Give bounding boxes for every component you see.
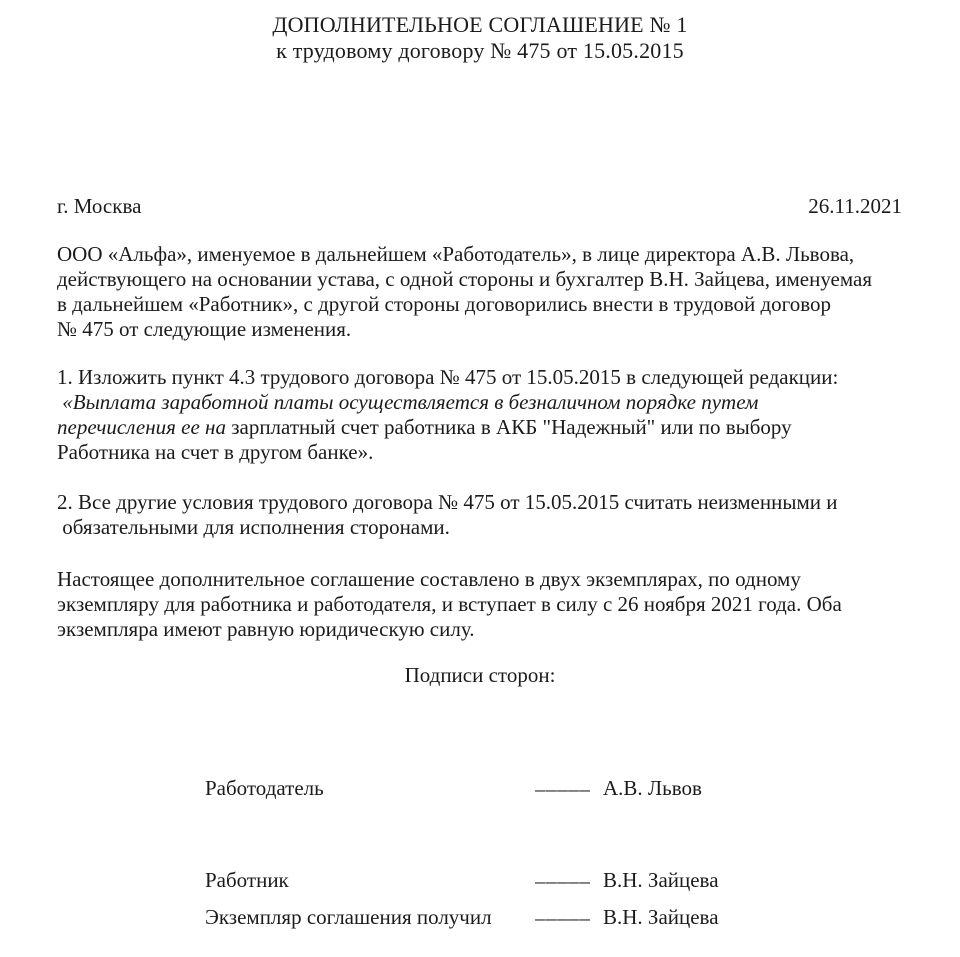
text-line: 1. Изложить пункт 4.3 трудового договора № 475 от 15.05.2015 в следующей редакции:	[57, 365, 839, 389]
document-title-block	[0, 12, 960, 64]
signature-name: В.Н. Зайцева	[603, 905, 719, 929]
signature-row-employer	[0, 770, 960, 801]
clause-1-paragraph	[57, 365, 907, 465]
signature-blank-line: _____	[535, 770, 591, 794]
text-line: № 475 от следующие изменения.	[57, 317, 352, 341]
text-line: 2. Все другие условия трудового договора № 475 от 15.05.2015 считать неизменными и	[57, 490, 838, 514]
signature-row-employee	[0, 862, 960, 893]
signature-role-label: Работник	[205, 868, 289, 892]
signature-name: А.В. Львов	[603, 776, 702, 800]
date-label: 26.11.2021	[808, 194, 902, 218]
text-line: Настоящее дополнительное соглашение составлено в двух экземплярах, по одному	[57, 567, 801, 591]
quoted-text-line: «Выплата заработной платы осуществляется в безналичном порядке путем	[57, 390, 759, 414]
text-line: Работника на счет в другом банке».	[57, 440, 374, 464]
signature-blank-line: _____	[535, 899, 591, 923]
page-title: ДОПОЛНИТЕЛЬНОЕ СОГЛАШЕНИЕ № 1	[272, 12, 688, 37]
city-label: г. Москва	[57, 194, 142, 218]
text-line: обязательными для исполнения сторонами.	[57, 515, 450, 539]
signature-blank-line: _____	[535, 862, 591, 886]
closing-paragraph	[57, 567, 907, 642]
preamble-paragraph	[57, 242, 907, 342]
signature-role-label: Работодатель	[205, 776, 324, 800]
signature-role-label: Экземпляр соглашения получил	[205, 905, 492, 929]
text-line	[57, 415, 907, 440]
quoted-text-segment: перечисления ее на	[57, 415, 232, 439]
page-subtitle: к трудовому договору № 475 от 15.05.2015	[276, 38, 684, 63]
text-line: экземпляру для работника и работодателя, и вступает в силу с 26 ноября 2021 года. Оба	[57, 592, 842, 616]
text-line: действующего на основании устава, с одной стороны и бухгалтер В.Н. Зайцева, именуемая	[57, 267, 873, 291]
text-line: ООО «Альфа», именуемое в дальнейшем «Работодатель», в лице директора А.В. Львова,	[57, 242, 855, 266]
signature-row-copy-received	[0, 899, 960, 930]
signature-name: В.Н. Зайцева	[603, 868, 719, 892]
text-segment: зарплатный счет работника в АКБ "Надежный" или по выбору	[231, 415, 792, 439]
signatures-heading: Подписи сторон:	[404, 663, 556, 687]
text-line: в дальнейшем «Работник», с другой стороны договорились внести в трудовой договор	[57, 292, 832, 316]
text-line: экземпляра имеют равную юридическую силу.	[57, 617, 475, 641]
dateline	[57, 194, 902, 219]
clause-2-paragraph	[57, 490, 907, 540]
